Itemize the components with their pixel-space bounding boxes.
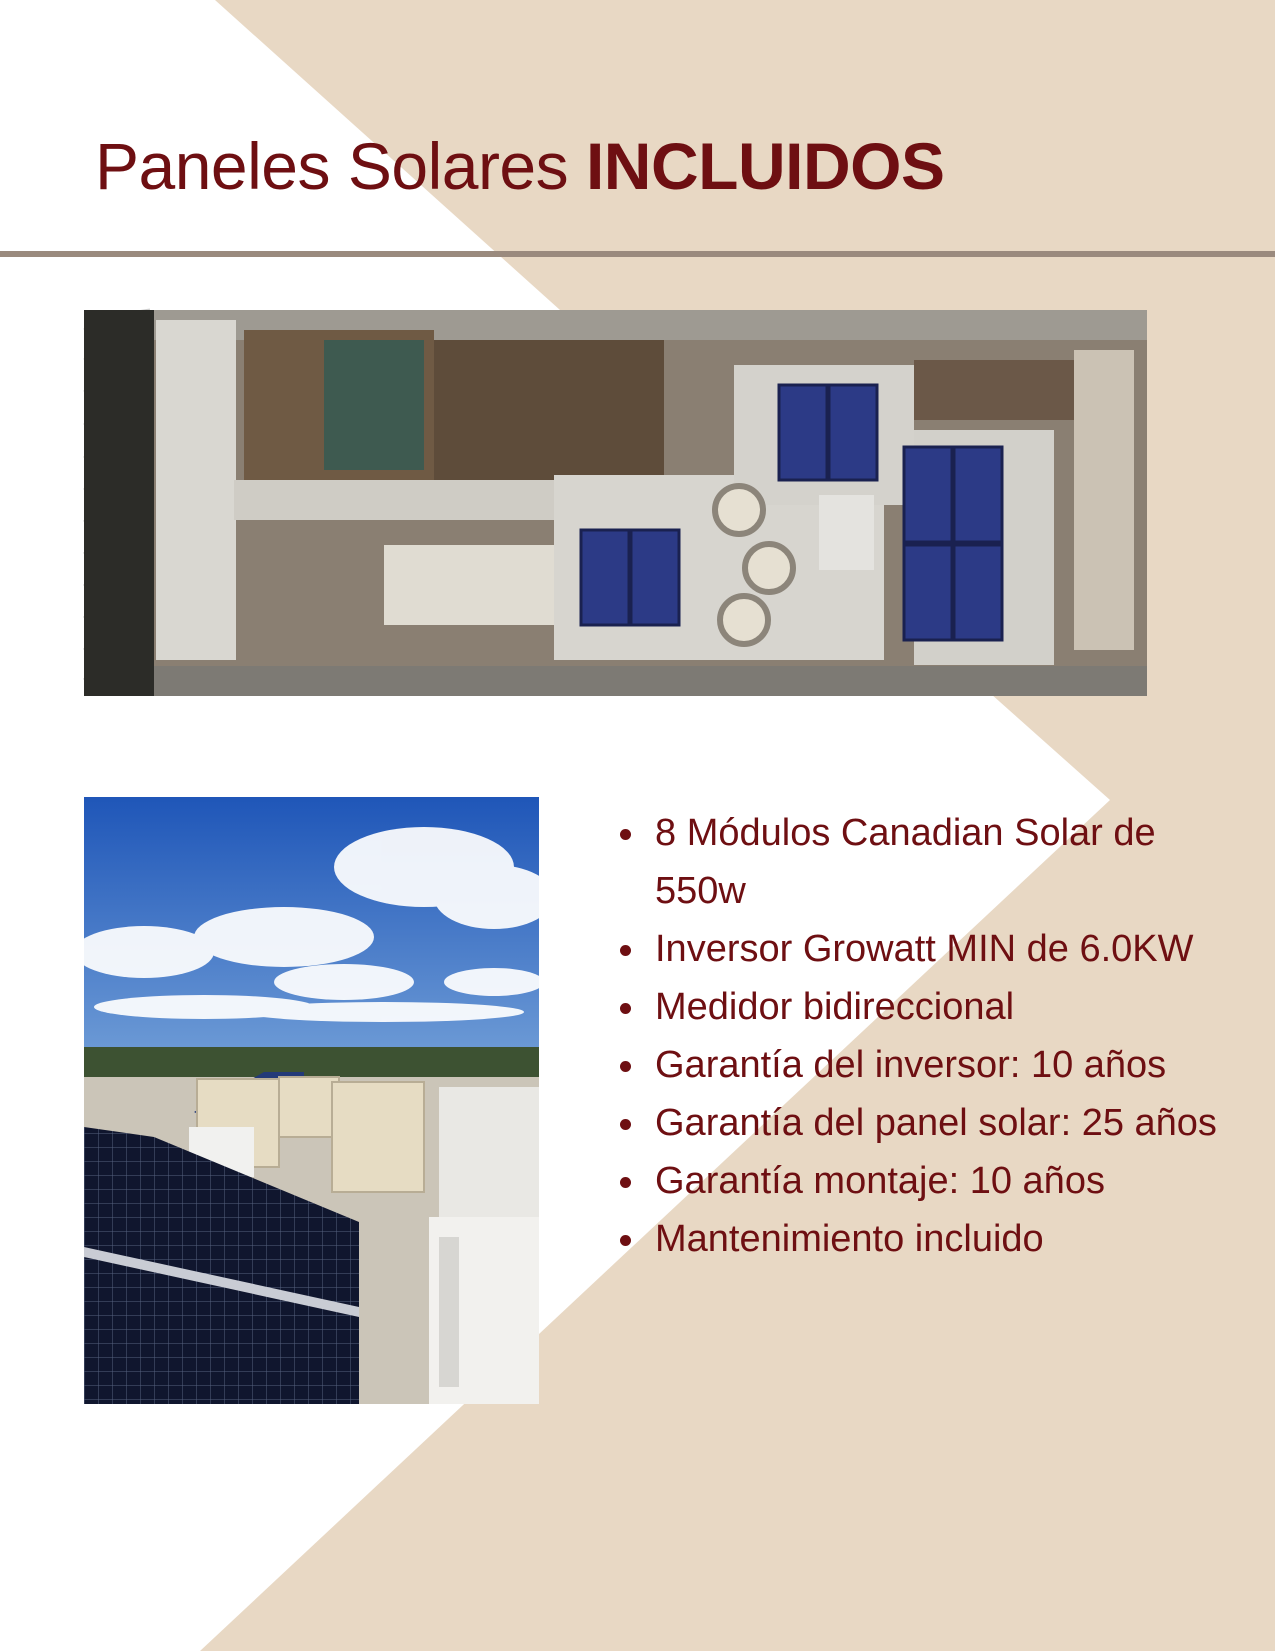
feature-item: 8 Módulos Canadian Solar de 550w: [620, 804, 1240, 920]
feature-item: Garantía del panel solar: 25 años: [620, 1094, 1240, 1152]
features-list: [620, 804, 1240, 1268]
header-divider: [0, 251, 1275, 257]
page-title: [95, 128, 944, 204]
feature-item: Inversor Growatt MIN de 6.0KW: [620, 920, 1240, 978]
feature-item: Mantenimiento incluido: [620, 1210, 1240, 1268]
rooftop-installation-photo: [84, 797, 539, 1404]
feature-item: Garantía del inversor: 10 años: [620, 1036, 1240, 1094]
title-bold: INCLUIDOS: [585, 129, 945, 203]
feature-item: Medidor bidireccional: [620, 978, 1240, 1036]
title-regular: Paneles Solares: [95, 129, 586, 203]
aerial-roof-photo: [84, 310, 1147, 696]
feature-item: Garantía montaje: 10 años: [620, 1152, 1240, 1210]
